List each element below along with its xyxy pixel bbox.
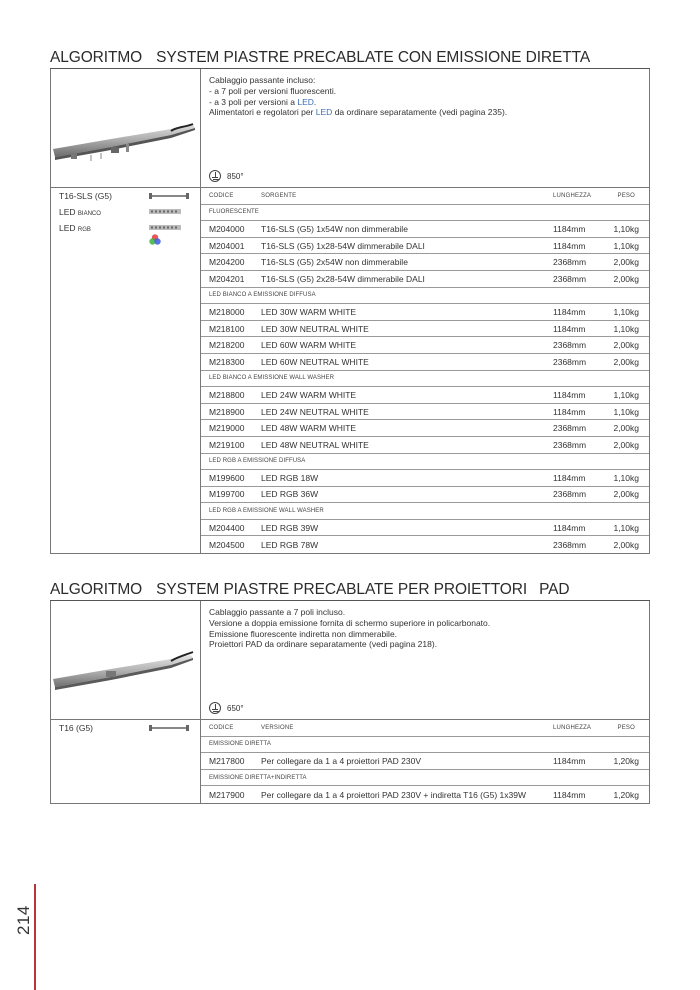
product-code: M218000 <box>209 306 245 317</box>
table-row <box>201 354 649 371</box>
source-row <box>51 236 200 252</box>
product-length: 2368mm <box>553 356 587 367</box>
product-weight: 2,00kg <box>613 423 639 434</box>
product-code: M204201 <box>209 273 245 284</box>
product-length: 1184mm <box>553 240 586 251</box>
product-weight: 1,10kg <box>613 306 639 317</box>
source-legend <box>51 188 200 252</box>
product-source: LED 60W WARM WHITE <box>261 340 357 351</box>
product-length: 1184mm <box>553 389 586 400</box>
luminaire-image <box>51 119 200 169</box>
category-row <box>201 288 649 305</box>
header-version: VERSIONE <box>261 724 294 731</box>
description-area <box>51 69 649 187</box>
product-length: 1184mm <box>553 323 586 334</box>
description-text <box>209 607 490 650</box>
product-code: M219000 <box>209 423 245 434</box>
desc-line: Cablaggio passante incluso: <box>209 75 316 85</box>
header-length: LUNGHEZZA <box>553 724 592 731</box>
product-source: Per collegare da 1 a 4 proiettori PAD 230V + indiretta T16 (G5) 1x39W <box>261 789 526 800</box>
glow-wire-value: 850° <box>227 171 244 181</box>
table-row <box>201 404 649 421</box>
desc-line <box>209 107 507 118</box>
product-length: 2368mm <box>553 489 587 500</box>
table-row <box>201 271 649 288</box>
tube-lamp-icon <box>149 725 189 731</box>
product-length: 2368mm <box>553 257 587 268</box>
description-text <box>209 75 507 118</box>
led-strip-icon <box>149 209 181 214</box>
table-row <box>201 470 649 487</box>
tube-lamp-icon <box>149 193 189 199</box>
desc-segment: da ordinare separatamente (vedi pagina 235). <box>332 107 508 118</box>
product-weight: 2,00kg <box>613 356 639 367</box>
category-label: LED RGB A EMISSIONE DIFFUSA <box>209 458 306 465</box>
desc-line: Versione a doppia emissione fornita di schermo superiore in policarbonato. <box>209 617 491 628</box>
product-source: LED RGB 18W <box>261 472 319 483</box>
table-row <box>201 337 649 354</box>
page-number: 214 <box>14 905 33 935</box>
title-text: SYSTEM PIASTRE PRECABLATE PER PROIETTORI <box>156 581 528 598</box>
header-code: CODICE <box>209 192 234 199</box>
table-header <box>201 188 649 205</box>
product-code: M204400 <box>209 522 245 533</box>
product-photo <box>51 119 200 174</box>
product-source: T16-SLS (G5) 2x28-54W dimmerabile DALI <box>261 273 425 284</box>
category-row <box>201 503 649 520</box>
description-area <box>51 601 649 719</box>
product-code: M204001 <box>209 240 245 251</box>
glow-wire-value: 650° <box>227 703 244 713</box>
product-length: 1184mm <box>553 306 586 317</box>
product-source: Per collegare da 1 a 4 proiettori PAD 230V <box>261 755 422 766</box>
product-code: M199600 <box>209 472 245 483</box>
table-row <box>201 487 649 504</box>
product-code: M217800 <box>209 755 245 766</box>
product-code: M204200 <box>209 257 245 268</box>
product-table <box>51 719 649 803</box>
ground-symbol-icon <box>209 170 221 182</box>
category-label: EMISSIONE DIRETTA <box>209 741 271 748</box>
source-label-small: RGB <box>77 227 91 233</box>
title-suffix: PAD <box>539 581 570 598</box>
category-row <box>201 205 649 222</box>
desc-line: Emissione fluorescente indiretta non dimmerabile. <box>209 628 398 639</box>
product-source: T16-SLS (G5) 2x54W non dimmerabile <box>261 257 408 268</box>
category-label: FLUORESCENTE <box>209 209 259 216</box>
product-code: M218300 <box>209 356 245 367</box>
product-source: LED 30W NEUTRAL WHITE <box>261 323 369 334</box>
desc-line <box>209 97 507 108</box>
brand-name: ALGORITMO <box>50 581 143 598</box>
table-row <box>201 536 649 553</box>
led-strip-icon <box>149 225 181 230</box>
table-row <box>201 753 649 770</box>
product-photo <box>51 647 200 702</box>
glow-wire-rating <box>209 702 244 714</box>
product-weight: 1,20kg <box>613 755 639 766</box>
product-weight: 2,00kg <box>613 439 639 450</box>
product-source: LED 60W NEUTRAL WHITE <box>261 356 369 367</box>
category-row <box>201 371 649 388</box>
product-length: 2368mm <box>553 340 587 351</box>
source-row <box>51 188 200 204</box>
product-weight: 1,10kg <box>613 389 639 400</box>
title-text: SYSTEM PIASTRE PRECABLATE CON EMISSIONE DIRETTA <box>156 49 591 66</box>
desc-line: Cablaggio passante a 7 poli incluso. <box>209 607 346 617</box>
product-length: 1184mm <box>553 406 586 417</box>
product-weight: 1,10kg <box>613 240 639 251</box>
section-title <box>50 49 650 67</box>
page-accent-bar <box>34 884 36 990</box>
table-row <box>201 321 649 338</box>
product-length: 2368mm <box>553 423 587 434</box>
table-row <box>201 786 649 803</box>
product-source: LED 48W NEUTRAL WHITE <box>261 439 369 450</box>
product-length: 2368mm <box>553 539 587 550</box>
product-weight: 1,10kg <box>613 323 639 334</box>
product-weight: 2,00kg <box>613 257 639 268</box>
table-rows <box>201 188 649 553</box>
category-label: LED RGB A EMISSIONE WALL WASHER <box>209 508 324 515</box>
desc-segment: Alimentatori e regolatori per <box>209 107 316 118</box>
brand-name: ALGORITMO <box>50 49 143 66</box>
product-source: LED 24W WARM WHITE <box>261 389 357 400</box>
category-label: LED BIANCO A EMISSIONE DIFFUSA <box>209 292 316 299</box>
glow-wire-rating <box>209 170 244 182</box>
desc-line: Proiettori PAD da ordinare separatamente (vedi pagina 218). <box>209 639 438 650</box>
product-table <box>51 187 649 553</box>
product-source: LED 24W NEUTRAL WHITE <box>261 406 369 417</box>
product-length: 2368mm <box>553 439 587 450</box>
category-label: EMISSIONE DIRETTA+INDIRETTA <box>209 774 307 781</box>
product-length: 1184mm <box>553 789 586 800</box>
product-weight: 1,20kg <box>613 789 639 800</box>
header-weight: PESO <box>617 724 635 731</box>
product-source: LED 48W WARM WHITE <box>261 423 357 434</box>
table-row <box>201 520 649 537</box>
source-row <box>51 204 200 220</box>
product-source: T16-SLS (G5) 1x28-54W dimmerabile DALI <box>261 240 425 251</box>
product-frame <box>50 69 650 554</box>
category-row <box>201 454 649 471</box>
source-label-main: LED <box>59 223 76 233</box>
table-row <box>201 420 649 437</box>
header-length: LUNGHEZZA <box>553 192 592 199</box>
product-code: M217900 <box>209 789 245 800</box>
led-highlight: LED <box>297 96 314 107</box>
section-pad-projectors <box>50 581 650 804</box>
product-source: T16-SLS (G5) 1x54W non dimmerabile <box>261 223 408 234</box>
product-length: 2368mm <box>553 273 587 284</box>
product-weight: 1,10kg <box>613 223 639 234</box>
table-row <box>201 387 649 404</box>
source-row <box>51 720 200 736</box>
product-code: M218200 <box>209 340 245 351</box>
table-header <box>201 720 649 737</box>
table-row <box>201 238 649 255</box>
led-highlight: LED <box>315 107 333 118</box>
source-row <box>51 220 200 236</box>
product-source: LED RGB 39W <box>261 522 319 533</box>
table-rows <box>201 720 649 803</box>
header-source: SORGENTE <box>261 192 297 199</box>
product-length: 1184mm <box>553 223 586 234</box>
product-weight: 2,00kg <box>613 273 639 284</box>
product-code: M204500 <box>209 539 245 550</box>
product-weight: 1,10kg <box>613 406 639 417</box>
rgb-color-icon <box>149 234 161 246</box>
product-code: M204000 <box>209 223 245 234</box>
product-code: M218900 <box>209 406 245 417</box>
product-source: LED RGB 36W <box>261 489 319 500</box>
source-label: T16 (G5) <box>59 723 94 733</box>
category-label: LED BIANCO A EMISSIONE WALL WASHER <box>209 375 335 382</box>
source-label <box>59 223 91 233</box>
header-weight: PESO <box>617 192 635 199</box>
product-weight: 2,00kg <box>613 539 639 550</box>
product-frame <box>50 601 650 804</box>
product-length: 1184mm <box>553 472 586 483</box>
desc-segment: - a 3 poli per versioni a <box>209 96 298 107</box>
product-weight: 1,10kg <box>613 522 639 533</box>
section-title <box>50 581 650 599</box>
product-source: LED RGB 78W <box>261 539 319 550</box>
product-weight: 1,10kg <box>613 472 639 483</box>
product-code: M218100 <box>209 323 245 334</box>
source-legend <box>51 720 200 736</box>
source-label <box>59 207 101 217</box>
desc-segment: . <box>313 96 317 107</box>
product-length: 1184mm <box>553 522 586 533</box>
table-row <box>201 221 649 238</box>
table-row <box>201 254 649 271</box>
product-weight: 2,00kg <box>613 489 639 500</box>
product-code: M219100 <box>209 439 245 450</box>
category-row <box>201 770 649 787</box>
header-code: CODICE <box>209 724 234 731</box>
category-row <box>201 737 649 754</box>
product-code: M199700 <box>209 489 245 500</box>
luminaire-image <box>51 647 200 697</box>
desc-line: - a 7 poli per versioni fluorescenti. <box>209 85 337 96</box>
source-label-small: BIANCO <box>77 211 101 217</box>
ground-symbol-icon <box>209 702 221 714</box>
product-length: 1184mm <box>553 755 586 766</box>
table-row <box>201 437 649 454</box>
source-label: T16-SLS (G5) <box>59 191 112 201</box>
table-row <box>201 304 649 321</box>
product-source: LED 30W WARM WHITE <box>261 306 357 317</box>
product-code: M218800 <box>209 389 245 400</box>
section-direct-emission <box>50 49 650 554</box>
product-weight: 2,00kg <box>613 340 639 351</box>
source-label-main: LED <box>59 207 76 217</box>
